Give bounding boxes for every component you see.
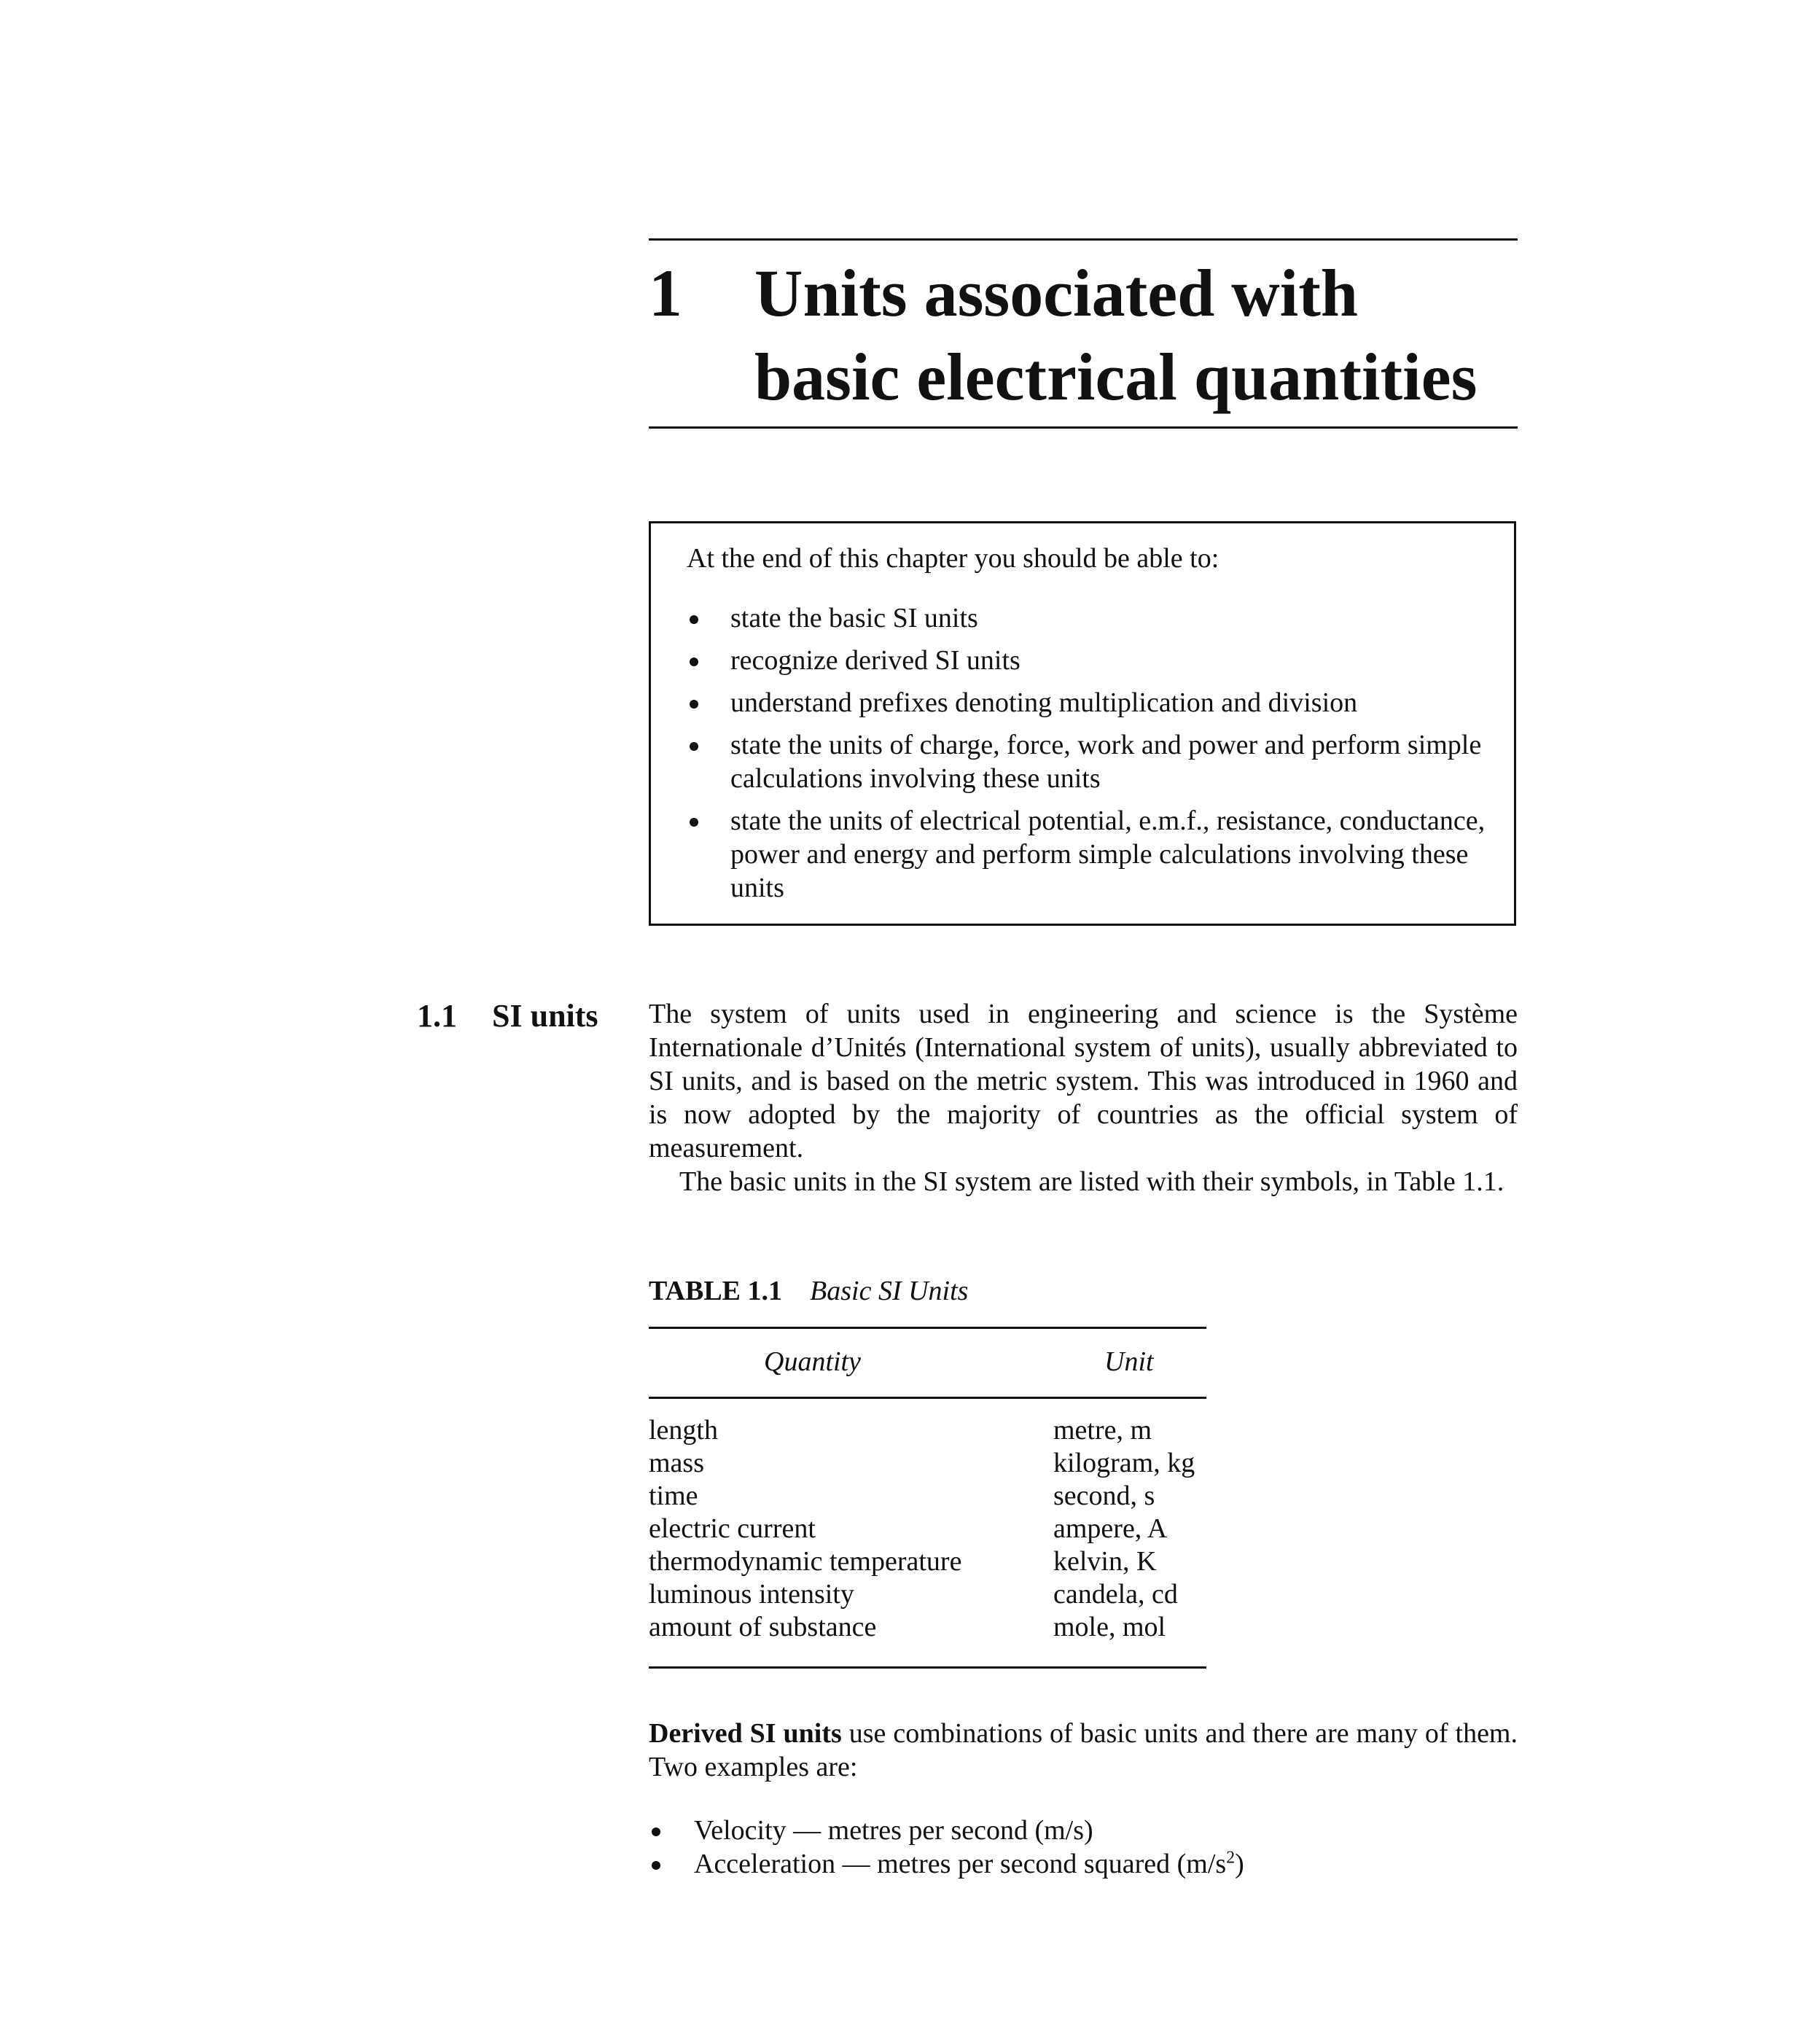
list-item: state the units of charge, force, work and power and perform simple calculations involving these units xyxy=(687,728,1496,795)
list-item: state the units of electrical potential, e.m.f., resistance, conductance, power and energy and perform simple calculations involving these units xyxy=(687,804,1496,905)
derived-text: use combinations of basic units and there are many of them. Two examples are: xyxy=(649,1718,1518,1782)
bullet-icon xyxy=(690,615,698,624)
table-top-rule xyxy=(649,1327,1206,1329)
table-header-quantity: Quantity xyxy=(764,1346,861,1377)
table-cell-quantity: thermodynamic temperature xyxy=(649,1546,962,1577)
derived-paragraph xyxy=(649,1717,1518,1784)
chapter-title-line-2: basic electrical quantities xyxy=(754,340,1478,414)
section-title: SI units xyxy=(492,998,598,1034)
list-item: understand prefixes denoting multiplication and division xyxy=(687,686,1496,719)
chapter-title xyxy=(754,251,1527,419)
table-cell-quantity: time xyxy=(649,1481,698,1511)
table-cell-unit: second, s xyxy=(1053,1481,1155,1511)
bullet-icon xyxy=(690,742,698,751)
table-caption xyxy=(649,1274,968,1308)
chapter-number: 1 xyxy=(649,256,682,330)
list-item: state the basic SI units xyxy=(687,601,1496,635)
table-cell-unit: metre, m xyxy=(1053,1415,1152,1446)
bullet-icon xyxy=(690,700,698,709)
table-caption-text: Basic SI Units xyxy=(810,1276,969,1306)
table-header-rule xyxy=(649,1397,1206,1399)
table-cell-unit: ampere, A xyxy=(1053,1513,1168,1544)
table-cell-quantity: amount of substance xyxy=(649,1612,877,1642)
table-quantity-column xyxy=(649,1414,961,1644)
chapter-bottom-rule xyxy=(649,426,1518,429)
bullet-icon xyxy=(652,1827,660,1836)
table-cell-quantity: luminous intensity xyxy=(649,1579,854,1610)
table-label: TABLE 1.1 xyxy=(649,1276,783,1306)
section-paragraph-1: The system of units used in engineering and science is the Système Internationale d’Unités (International system of units), usually abbreviated to SI units, and is based on the metric system. This was introduced in 1960 and is now adopted by the majority of countries as the official system of measurement. xyxy=(649,999,1518,1163)
chapter-top-rule xyxy=(649,238,1518,241)
table-cell-quantity: mass xyxy=(649,1448,704,1478)
table-cell-unit: mole, mol xyxy=(1053,1612,1166,1642)
derived-examples-list xyxy=(649,1814,1518,1881)
bullet-icon xyxy=(690,818,698,827)
table-cell-quantity: length xyxy=(649,1415,718,1446)
objectives-intro: At the end of this chapter you should be able to: xyxy=(687,543,1219,574)
table-cell-unit: candela, cd xyxy=(1053,1579,1178,1610)
chapter-title-line-1: Units associated with xyxy=(754,256,1359,330)
objectives-list xyxy=(687,601,1496,913)
list-item: recognize derived SI units xyxy=(687,644,1496,677)
list-item: Velocity — metres per second (m/s) xyxy=(649,1814,1518,1847)
section-paragraph-2: The basic units in the SI system are listed with their symbols, in Table 1.1. xyxy=(679,1166,1504,1197)
table-unit-column xyxy=(1053,1414,1195,1644)
table-header-unit: Unit xyxy=(1104,1346,1154,1377)
derived-lead: Derived SI units xyxy=(649,1718,842,1749)
bullet-icon xyxy=(652,1861,660,1870)
list-item: Acceleration — metres per second squared $(m/s^2)$ xyxy=(649,1847,1518,1881)
bullet-icon xyxy=(690,658,698,666)
table-cell-unit: kilogram, kg xyxy=(1053,1448,1195,1478)
table-cell-unit: kelvin, K xyxy=(1053,1546,1157,1577)
table-cell-quantity: electric current xyxy=(649,1513,816,1544)
section-number: 1.1 xyxy=(417,998,457,1034)
table-bottom-rule xyxy=(649,1666,1206,1669)
